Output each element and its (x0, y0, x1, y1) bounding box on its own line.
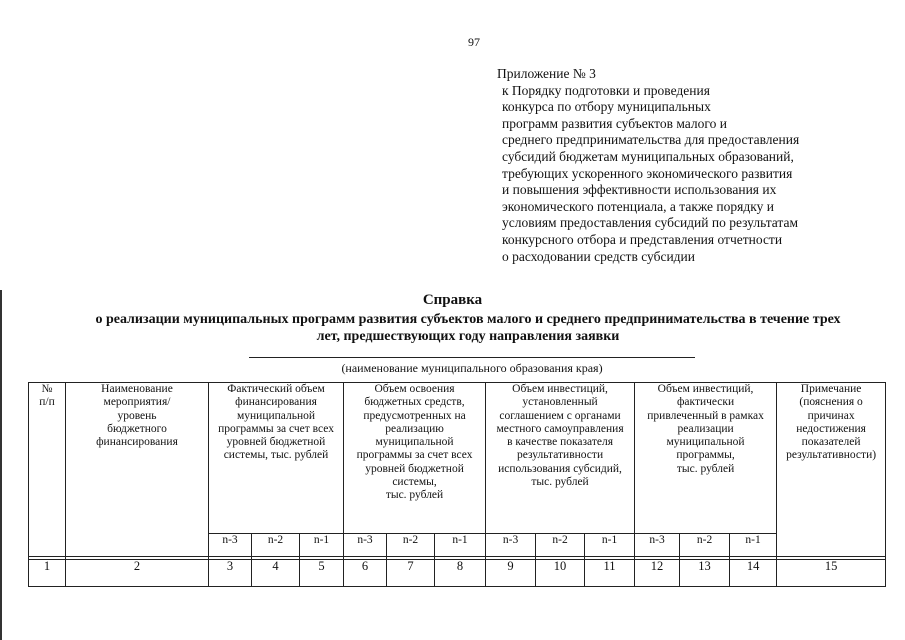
subtitle-line-2: лет, предшествующих году направления заявки (316, 329, 620, 344)
report-table (28, 382, 886, 587)
header-attracted-investments: Объем инвестиций, фактически привлеченный в рамках реализации муниципальной программы, тыс. рублей (635, 383, 777, 534)
appendix-block (497, 66, 847, 265)
column-number: 3 (209, 560, 252, 587)
appendix-title: Приложение № 3 (497, 66, 596, 81)
appendix-line: субсидий бюджетам муниципальных образований, (502, 148, 794, 164)
municipality-caption: (наименование муниципального образования края) (341, 361, 603, 375)
appendix-line: конкурса по отбору муниципальных (502, 99, 711, 115)
appendix-line: программ развития субъектов малого и (502, 115, 727, 131)
column-number: 2 (66, 560, 209, 587)
column-number: 10 (536, 560, 585, 587)
appendix-line: экономического потенциала, а также порядку и (502, 198, 774, 214)
column-number: 8 (435, 560, 486, 587)
year-label: n-2 (680, 534, 730, 557)
municipality-name-line (249, 357, 695, 358)
header-budget-funds: Объем освоения бюджетных средств, предусмотренных на реализацию муниципальной программы за счет всех уровней бюджетной системы, тыс. рублей (344, 383, 486, 534)
document-title: Справка (422, 292, 483, 308)
column-number: 1 (29, 560, 66, 587)
column-number: 4 (252, 560, 300, 587)
year-label: n-1 (300, 534, 344, 557)
column-number: 6 (344, 560, 387, 587)
subtitle-line-1: о реализации муниципальных программ развития субъектов малого и среднего предпринимательства в течение трех (95, 312, 841, 327)
year-label: n-2 (387, 534, 435, 557)
appendix-line: среднего предпринимательства для предоставления (502, 132, 800, 148)
year-label: n-1 (585, 534, 635, 557)
year-label: n-1 (730, 534, 777, 557)
appendix-line: требующих ускоренного экономического развития (502, 165, 793, 181)
header-agreement-investments: Объем инвестиций, установленный соглашением с органами местного самоуправления в качестве показателя результативности использования субсидий, тыс. рублей (486, 383, 635, 534)
page-number: 97 (468, 35, 480, 49)
column-number: 5 (300, 560, 344, 587)
header-event-name: Наименование мероприятия/ уровень бюджетного финансирования (66, 383, 209, 557)
header-note: Примечание (пояснения о причинах недостижения показателей результативности) (777, 383, 886, 557)
year-label: n-1 (435, 534, 486, 557)
column-number: 14 (730, 560, 777, 587)
year-label: n-3 (344, 534, 387, 557)
column-number: 9 (486, 560, 536, 587)
appendix-line: условиям предоставления субсидий по результатам (502, 215, 799, 231)
appendix-line: конкурсного отбора и представления отчетности (502, 231, 783, 247)
column-number: 13 (680, 560, 730, 587)
year-label: n-2 (536, 534, 585, 557)
appendix-line: к Порядку подготовки и проведения (502, 82, 710, 98)
column-number: 12 (635, 560, 680, 587)
year-label: n-3 (635, 534, 680, 557)
header-number: № п/п (29, 383, 66, 557)
year-label: n-3 (209, 534, 252, 557)
appendix-line: и повышения эффективности использования их (502, 182, 777, 198)
column-number: 7 (387, 560, 435, 587)
header-actual-financing: Фактический объем финансирования муниципальной программы за счет всех уровней бюджетной системы, тыс. рублей (209, 383, 344, 534)
appendix-line: о расходовании средств субсидии (502, 248, 695, 264)
column-number: 15 (777, 560, 886, 587)
document-subtitle (48, 311, 888, 345)
column-number: 11 (585, 560, 635, 587)
year-label: n-2 (252, 534, 300, 557)
scan-edge-bar (0, 290, 2, 640)
year-label: n-3 (486, 534, 536, 557)
